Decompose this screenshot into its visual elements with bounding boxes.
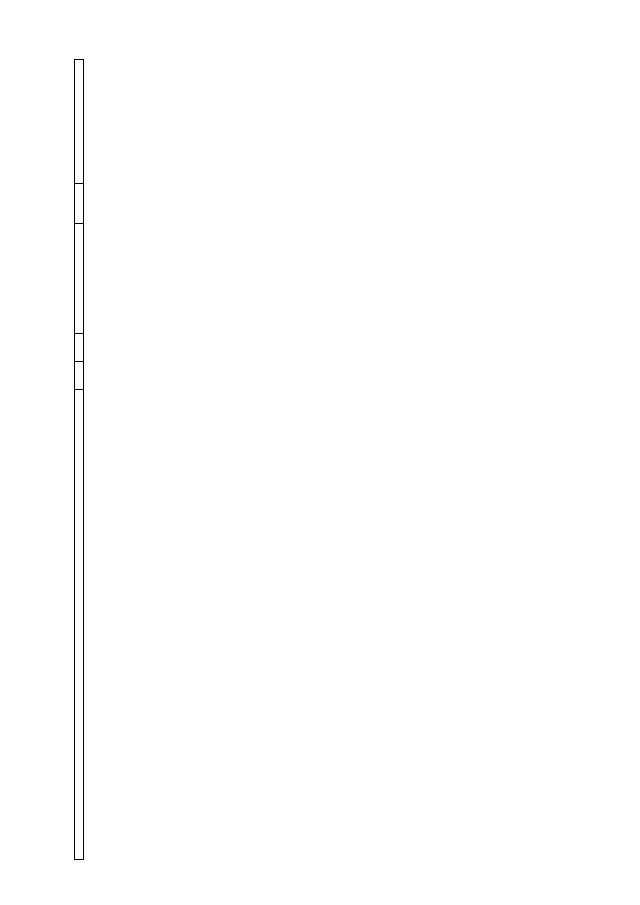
header-rz [75,362,84,390]
cell-rz [98,362,105,390]
cell-pr [140,334,147,362]
cell-vr [98,184,105,224]
cell-csr [91,224,98,334]
table-row [98,60,105,860]
table-row [112,60,119,860]
cell-csr [140,224,147,334]
cell-pr [126,334,133,362]
table-row [91,60,98,860]
cell-name [133,390,140,860]
cell-pr [133,334,140,362]
cell-vr [91,184,98,224]
cell-rz [105,362,112,390]
cell-csr [84,224,92,334]
cell-rz [140,362,147,390]
rotated-page-content [48,50,568,860]
cell-pr [84,334,92,362]
cell-name [105,390,112,860]
cell-csr [105,224,112,334]
table-row [84,60,92,860]
cell-name [140,390,147,860]
cell-sum [91,60,98,184]
cell-rz [133,362,140,390]
table-body [84,60,148,860]
cell-rz [126,362,133,390]
cell-vr [105,184,112,224]
cell-csr [133,224,140,334]
header-vr [75,184,84,224]
table-row [140,60,147,860]
cell-name [98,390,105,860]
cell-vr [126,184,133,224]
cell-vr [112,184,119,224]
cell-sum [126,60,133,184]
cell-name [84,390,92,860]
cell-csr [126,224,133,334]
cell-pr [105,334,112,362]
cell-csr [119,224,126,334]
cell-csr [112,224,119,334]
header-pr [75,334,84,362]
budget-table [74,59,147,860]
table-row [126,60,133,860]
header-sum [75,60,84,184]
header-name [75,390,84,860]
cell-rz [84,362,92,390]
cell-vr [140,184,147,224]
table-header-row [75,60,84,860]
cell-vr [119,184,126,224]
cell-pr [91,334,98,362]
cell-sum [140,60,147,184]
cell-name [126,390,133,860]
table-row [119,60,126,860]
cell-name [91,390,98,860]
cell-pr [98,334,105,362]
cell-rz [91,362,98,390]
cell-sum [98,60,105,184]
cell-sum [105,60,112,184]
cell-sum [133,60,140,184]
table-row [105,60,112,860]
table-row [133,60,140,860]
cell-csr [98,224,105,334]
cell-pr [112,334,119,362]
cell-pr [119,334,126,362]
cell-sum [119,60,126,184]
cell-rz [119,362,126,390]
cell-sum [112,60,119,184]
header-csr [75,224,84,334]
cell-name [119,390,126,860]
cell-name [112,390,119,860]
cell-vr [133,184,140,224]
cell-vr [84,184,92,224]
cell-rz [112,362,119,390]
cell-sum [84,60,92,184]
